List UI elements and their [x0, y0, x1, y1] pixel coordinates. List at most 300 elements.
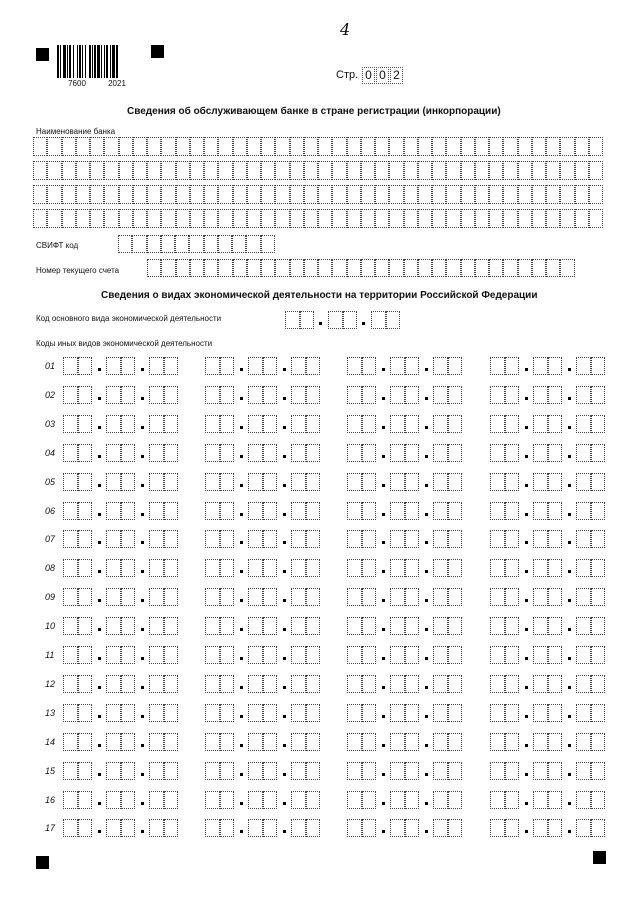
swift-cell[interactable] — [175, 235, 189, 253]
bank-name-cell[interactable] — [119, 209, 133, 228]
activity-code-cell[interactable] — [220, 704, 235, 722]
activity-code-cell[interactable] — [106, 646, 121, 664]
activity-code-cell[interactable] — [149, 646, 164, 664]
activity-code-cell[interactable] — [121, 819, 136, 837]
activity-code-cell[interactable] — [248, 473, 263, 491]
activity-code-cell[interactable] — [390, 588, 405, 606]
bank-name-cell[interactable] — [503, 185, 517, 204]
activity-code-cell[interactable] — [291, 733, 306, 751]
bank-name-cell[interactable] — [190, 137, 204, 156]
activity-code-cell[interactable] — [263, 791, 278, 809]
activity-code-cell[interactable] — [78, 502, 93, 520]
activity-code-cell[interactable] — [263, 819, 278, 837]
activity-code-cell[interactable] — [433, 559, 448, 577]
account-cell[interactable] — [432, 259, 446, 277]
bank-name-cell[interactable] — [133, 209, 147, 228]
activity-code-cell[interactable] — [433, 646, 448, 664]
activity-code-cell[interactable] — [164, 819, 179, 837]
bank-name-cell[interactable] — [404, 209, 418, 228]
swift-cell[interactable] — [232, 235, 246, 253]
activity-code-cell[interactable] — [63, 502, 78, 520]
activity-code-cell[interactable] — [263, 444, 278, 462]
bank-name-cell[interactable] — [218, 185, 232, 204]
activity-code-cell[interactable] — [390, 386, 405, 404]
bank-name-cell[interactable] — [47, 185, 61, 204]
activity-code-cell[interactable] — [306, 386, 321, 404]
activity-code-cell[interactable] — [220, 386, 235, 404]
bank-name-cell[interactable] — [560, 185, 574, 204]
activity-code-cell[interactable] — [164, 530, 179, 548]
activity-code-cell[interactable] — [347, 530, 362, 548]
activity-code-cell[interactable] — [390, 415, 405, 433]
activity-code-cell[interactable] — [121, 386, 136, 404]
account-cell[interactable] — [532, 259, 546, 277]
activity-code-cell[interactable] — [362, 559, 377, 577]
bank-name-cell[interactable] — [461, 161, 475, 180]
bank-name-cell[interactable] — [432, 209, 446, 228]
activity-code-cell[interactable] — [149, 675, 164, 693]
activity-code-cell[interactable] — [149, 791, 164, 809]
activity-code-cell[interactable] — [576, 502, 591, 520]
swift-cell[interactable] — [161, 235, 175, 253]
bank-name-cell[interactable] — [461, 185, 475, 204]
activity-code-cell[interactable] — [106, 502, 121, 520]
activity-code-cell[interactable] — [205, 704, 220, 722]
activity-code-cell[interactable] — [433, 502, 448, 520]
bank-name-cell[interactable] — [190, 185, 204, 204]
activity-code-cell[interactable] — [448, 530, 463, 548]
activity-code-cell[interactable] — [164, 762, 179, 780]
bank-name-cell[interactable] — [489, 161, 503, 180]
activity-code-cell[interactable] — [448, 617, 463, 635]
activity-code-cell[interactable] — [164, 357, 179, 375]
swift-cell[interactable] — [132, 235, 146, 253]
activity-code-cell[interactable] — [306, 617, 321, 635]
activity-code-cell[interactable] — [505, 473, 520, 491]
bank-name-cell[interactable] — [489, 185, 503, 204]
bank-name-cell[interactable] — [304, 161, 318, 180]
activity-code-cell[interactable] — [405, 646, 420, 664]
activity-code-cell[interactable] — [533, 502, 548, 520]
activity-code-cell[interactable] — [149, 762, 164, 780]
activity-code-cell[interactable] — [490, 415, 505, 433]
activity-code-cell[interactable] — [164, 559, 179, 577]
activity-code-cell[interactable] — [505, 530, 520, 548]
bank-name-cell[interactable] — [104, 137, 118, 156]
activity-code-cell[interactable] — [490, 819, 505, 837]
activity-code-cell[interactable] — [533, 357, 548, 375]
bank-name-cell[interactable] — [347, 209, 361, 228]
activity-code-cell[interactable] — [533, 704, 548, 722]
bank-name-cell[interactable] — [446, 137, 460, 156]
activity-code-cell[interactable] — [548, 704, 563, 722]
activity-code-cell[interactable] — [362, 473, 377, 491]
bank-name-cell[interactable] — [318, 185, 332, 204]
activity-code-cell[interactable] — [390, 617, 405, 635]
activity-code-cell[interactable] — [548, 762, 563, 780]
activity-code-cell[interactable] — [263, 357, 278, 375]
activity-code-cell[interactable] — [576, 473, 591, 491]
activity-code-cell[interactable] — [448, 386, 463, 404]
activity-code-cell[interactable] — [205, 646, 220, 664]
activity-code-cell[interactable] — [149, 530, 164, 548]
bank-name-cell[interactable] — [489, 209, 503, 228]
bank-name-cell[interactable] — [290, 185, 304, 204]
activity-code-cell[interactable] — [78, 733, 93, 751]
activity-code-cell[interactable] — [263, 530, 278, 548]
account-cell[interactable] — [475, 259, 489, 277]
bank-name-cell[interactable] — [304, 137, 318, 156]
activity-code-cell[interactable] — [220, 444, 235, 462]
activity-code-cell[interactable] — [205, 559, 220, 577]
activity-code-cell[interactable] — [505, 588, 520, 606]
activity-code-cell[interactable] — [149, 704, 164, 722]
activity-code-cell[interactable] — [405, 617, 420, 635]
bank-name-cell[interactable] — [446, 161, 460, 180]
activity-code-cell[interactable] — [149, 502, 164, 520]
activity-code-cell[interactable] — [505, 762, 520, 780]
activity-code-cell[interactable] — [149, 386, 164, 404]
bank-name-cell[interactable] — [503, 209, 517, 228]
bank-name-cell[interactable] — [475, 209, 489, 228]
bank-name-cell[interactable] — [204, 137, 218, 156]
activity-code-cell[interactable] — [533, 415, 548, 433]
bank-name-cell[interactable] — [432, 161, 446, 180]
activity-code-cell[interactable] — [106, 357, 121, 375]
activity-code-cell[interactable] — [205, 733, 220, 751]
activity-code-cell[interactable] — [505, 444, 520, 462]
activity-code-cell[interactable] — [78, 762, 93, 780]
account-cell[interactable] — [347, 259, 361, 277]
account-cell[interactable] — [361, 259, 375, 277]
activity-code-cell[interactable] — [433, 791, 448, 809]
activity-code-cell[interactable] — [405, 530, 420, 548]
bank-name-cell[interactable] — [33, 137, 47, 156]
account-cell[interactable] — [318, 259, 332, 277]
bank-name-cell[interactable] — [446, 209, 460, 228]
activity-code-cell[interactable] — [121, 791, 136, 809]
activity-code-cell[interactable] — [533, 530, 548, 548]
activity-code-cell[interactable] — [248, 646, 263, 664]
account-cell[interactable] — [204, 259, 218, 277]
activity-code-cell[interactable] — [306, 791, 321, 809]
bank-name-cell[interactable] — [90, 185, 104, 204]
bank-name-cell[interactable] — [261, 209, 275, 228]
activity-code-cell[interactable] — [306, 473, 321, 491]
activity-code-cell[interactable] — [263, 675, 278, 693]
swift-cell[interactable] — [261, 235, 275, 253]
activity-code-cell[interactable] — [591, 357, 606, 375]
bank-name-cell[interactable] — [233, 137, 247, 156]
activity-code-cell[interactable] — [164, 646, 179, 664]
activity-code-cell[interactable] — [576, 762, 591, 780]
activity-code-cell[interactable] — [533, 386, 548, 404]
activity-code-cell[interactable] — [591, 502, 606, 520]
activity-code-cell[interactable] — [548, 819, 563, 837]
activity-code-cell[interactable] — [448, 704, 463, 722]
activity-code-cell[interactable] — [263, 559, 278, 577]
bank-name-cell[interactable] — [503, 161, 517, 180]
activity-code-cell[interactable] — [149, 444, 164, 462]
activity-code-cell[interactable] — [263, 646, 278, 664]
activity-code-cell[interactable] — [306, 415, 321, 433]
activity-code-cell[interactable] — [591, 617, 606, 635]
activity-code-cell[interactable] — [78, 386, 93, 404]
account-cell[interactable] — [304, 259, 318, 277]
bank-name-cell[interactable] — [104, 161, 118, 180]
activity-code-cell[interactable] — [448, 502, 463, 520]
activity-code-cell[interactable] — [164, 444, 179, 462]
activity-code-cell[interactable] — [505, 617, 520, 635]
bank-name-cell[interactable] — [361, 137, 375, 156]
activity-code-cell[interactable] — [205, 386, 220, 404]
activity-code-cell[interactable] — [149, 733, 164, 751]
main-code-cell[interactable] — [300, 311, 315, 329]
bank-name-cell[interactable] — [233, 185, 247, 204]
activity-code-cell[interactable] — [306, 762, 321, 780]
activity-code-cell[interactable] — [121, 733, 136, 751]
activity-code-cell[interactable] — [405, 733, 420, 751]
activity-code-cell[interactable] — [164, 617, 179, 635]
activity-code-cell[interactable] — [164, 386, 179, 404]
activity-code-cell[interactable] — [220, 559, 235, 577]
bank-name-cell[interactable] — [475, 185, 489, 204]
activity-code-cell[interactable] — [121, 444, 136, 462]
activity-code-cell[interactable] — [248, 444, 263, 462]
bank-name-cell[interactable] — [218, 137, 232, 156]
activity-code-cell[interactable] — [291, 530, 306, 548]
bank-name-cell[interactable] — [47, 209, 61, 228]
activity-code-cell[interactable] — [106, 704, 121, 722]
activity-code-cell[interactable] — [149, 415, 164, 433]
activity-code-cell[interactable] — [121, 473, 136, 491]
account-cell[interactable] — [461, 259, 475, 277]
bank-name-cell[interactable] — [404, 137, 418, 156]
bank-name-cell[interactable] — [275, 137, 289, 156]
activity-code-cell[interactable] — [576, 791, 591, 809]
account-cell[interactable] — [161, 259, 175, 277]
activity-code-cell[interactable] — [63, 559, 78, 577]
activity-code-cell[interactable] — [63, 617, 78, 635]
bank-name-cell[interactable] — [432, 137, 446, 156]
bank-name-cell[interactable] — [375, 185, 389, 204]
bank-name-cell[interactable] — [418, 137, 432, 156]
activity-code-cell[interactable] — [576, 415, 591, 433]
activity-code-cell[interactable] — [263, 704, 278, 722]
activity-code-cell[interactable] — [390, 559, 405, 577]
activity-code-cell[interactable] — [63, 386, 78, 404]
activity-code-cell[interactable] — [205, 444, 220, 462]
main-code-cell[interactable] — [343, 311, 358, 329]
activity-code-cell[interactable] — [205, 530, 220, 548]
activity-code-cell[interactable] — [362, 357, 377, 375]
activity-code-cell[interactable] — [390, 675, 405, 693]
activity-code-cell[interactable] — [576, 819, 591, 837]
bank-name-cell[interactable] — [532, 161, 546, 180]
activity-code-cell[interactable] — [548, 502, 563, 520]
activity-code-cell[interactable] — [433, 530, 448, 548]
bank-name-cell[interactable] — [33, 161, 47, 180]
activity-code-cell[interactable] — [220, 646, 235, 664]
activity-code-cell[interactable] — [306, 819, 321, 837]
activity-code-cell[interactable] — [591, 675, 606, 693]
activity-code-cell[interactable] — [548, 733, 563, 751]
activity-code-cell[interactable] — [63, 588, 78, 606]
activity-code-cell[interactable] — [149, 617, 164, 635]
activity-code-cell[interactable] — [405, 704, 420, 722]
activity-code-cell[interactable] — [548, 646, 563, 664]
bank-name-cell[interactable] — [546, 209, 560, 228]
activity-code-cell[interactable] — [390, 646, 405, 664]
activity-code-cell[interactable] — [548, 530, 563, 548]
activity-code-cell[interactable] — [164, 733, 179, 751]
swift-cell[interactable] — [118, 235, 132, 253]
bank-name-cell[interactable] — [247, 185, 261, 204]
bank-name-cell[interactable] — [119, 185, 133, 204]
activity-code-cell[interactable] — [548, 588, 563, 606]
bank-name-cell[interactable] — [432, 185, 446, 204]
activity-code-cell[interactable] — [533, 675, 548, 693]
bank-name-cell[interactable] — [489, 137, 503, 156]
bank-name-cell[interactable] — [546, 161, 560, 180]
swift-cell[interactable] — [147, 235, 161, 253]
activity-code-cell[interactable] — [591, 444, 606, 462]
bank-name-cell[interactable] — [318, 161, 332, 180]
bank-name-cell[interactable] — [133, 161, 147, 180]
activity-code-cell[interactable] — [164, 415, 179, 433]
account-cell[interactable] — [489, 259, 503, 277]
bank-name-cell[interactable] — [176, 161, 190, 180]
activity-code-cell[interactable] — [121, 704, 136, 722]
activity-code-cell[interactable] — [220, 617, 235, 635]
activity-code-cell[interactable] — [78, 675, 93, 693]
activity-code-cell[interactable] — [347, 675, 362, 693]
activity-code-cell[interactable] — [533, 444, 548, 462]
activity-code-cell[interactable] — [106, 415, 121, 433]
activity-code-cell[interactable] — [164, 588, 179, 606]
activity-code-cell[interactable] — [390, 444, 405, 462]
activity-code-cell[interactable] — [106, 386, 121, 404]
account-cell[interactable] — [418, 259, 432, 277]
activity-code-cell[interactable] — [291, 559, 306, 577]
account-cell[interactable] — [247, 259, 261, 277]
activity-code-cell[interactable] — [248, 415, 263, 433]
activity-code-cell[interactable] — [548, 559, 563, 577]
account-cell[interactable] — [290, 259, 304, 277]
bank-name-cell[interactable] — [176, 185, 190, 204]
activity-code-cell[interactable] — [591, 473, 606, 491]
activity-code-cell[interactable] — [306, 502, 321, 520]
activity-code-cell[interactable] — [263, 502, 278, 520]
activity-code-cell[interactable] — [548, 415, 563, 433]
activity-code-cell[interactable] — [63, 819, 78, 837]
activity-code-cell[interactable] — [306, 530, 321, 548]
activity-code-cell[interactable] — [106, 819, 121, 837]
activity-code-cell[interactable] — [205, 502, 220, 520]
activity-code-cell[interactable] — [306, 559, 321, 577]
bank-name-cell[interactable] — [304, 209, 318, 228]
activity-code-cell[interactable] — [390, 762, 405, 780]
activity-code-cell[interactable] — [405, 819, 420, 837]
page-digit-2[interactable]: 0 — [376, 67, 389, 84]
bank-name-cell[interactable] — [461, 209, 475, 228]
activity-code-cell[interactable] — [490, 502, 505, 520]
activity-code-cell[interactable] — [490, 588, 505, 606]
activity-code-cell[interactable] — [362, 530, 377, 548]
activity-code-cell[interactable] — [248, 357, 263, 375]
activity-code-cell[interactable] — [220, 530, 235, 548]
bank-name-cell[interactable] — [261, 137, 275, 156]
activity-code-cell[interactable] — [78, 357, 93, 375]
activity-code-cell[interactable] — [347, 588, 362, 606]
activity-code-cell[interactable] — [490, 646, 505, 664]
account-cell[interactable] — [560, 259, 574, 277]
bank-name-cell[interactable] — [47, 161, 61, 180]
account-cell[interactable] — [446, 259, 460, 277]
bank-name-cell[interactable] — [546, 137, 560, 156]
activity-code-cell[interactable] — [248, 530, 263, 548]
activity-code-cell[interactable] — [63, 444, 78, 462]
bank-name-cell[interactable] — [204, 161, 218, 180]
activity-code-cell[interactable] — [149, 559, 164, 577]
activity-code-cell[interactable] — [576, 530, 591, 548]
activity-code-cell[interactable] — [78, 588, 93, 606]
bank-name-cell[interactable] — [589, 137, 603, 156]
bank-name-cell[interactable] — [532, 185, 546, 204]
activity-code-cell[interactable] — [78, 473, 93, 491]
bank-name-cell[interactable] — [119, 137, 133, 156]
activity-code-cell[interactable] — [433, 675, 448, 693]
activity-code-cell[interactable] — [63, 704, 78, 722]
bank-name-cell[interactable] — [518, 209, 532, 228]
activity-code-cell[interactable] — [490, 762, 505, 780]
bank-name-cell[interactable] — [33, 185, 47, 204]
activity-code-cell[interactable] — [291, 762, 306, 780]
activity-code-cell[interactable] — [390, 704, 405, 722]
bank-name-cell[interactable] — [375, 209, 389, 228]
activity-code-cell[interactable] — [291, 704, 306, 722]
activity-code-cell[interactable] — [405, 762, 420, 780]
account-cell[interactable] — [261, 259, 275, 277]
activity-code-cell[interactable] — [490, 704, 505, 722]
bank-name-cell[interactable] — [161, 161, 175, 180]
activity-code-cell[interactable] — [448, 791, 463, 809]
bank-name-cell[interactable] — [204, 209, 218, 228]
activity-code-cell[interactable] — [505, 386, 520, 404]
activity-code-cell[interactable] — [306, 675, 321, 693]
activity-code-cell[interactable] — [362, 617, 377, 635]
bank-name-cell[interactable] — [389, 185, 403, 204]
activity-code-cell[interactable] — [362, 502, 377, 520]
bank-name-cell[interactable] — [475, 137, 489, 156]
account-cell[interactable] — [389, 259, 403, 277]
activity-code-cell[interactable] — [362, 675, 377, 693]
swift-cell[interactable] — [218, 235, 232, 253]
activity-code-cell[interactable] — [505, 704, 520, 722]
activity-code-cell[interactable] — [490, 559, 505, 577]
activity-code-cell[interactable] — [533, 588, 548, 606]
bank-name-cell[interactable] — [247, 161, 261, 180]
activity-code-cell[interactable] — [263, 473, 278, 491]
activity-code-cell[interactable] — [548, 357, 563, 375]
activity-code-cell[interactable] — [405, 588, 420, 606]
activity-code-cell[interactable] — [576, 617, 591, 635]
activity-code-cell[interactable] — [362, 704, 377, 722]
activity-code-cell[interactable] — [263, 415, 278, 433]
bank-name-cell[interactable] — [575, 185, 589, 204]
activity-code-cell[interactable] — [63, 791, 78, 809]
activity-code-cell[interactable] — [576, 646, 591, 664]
